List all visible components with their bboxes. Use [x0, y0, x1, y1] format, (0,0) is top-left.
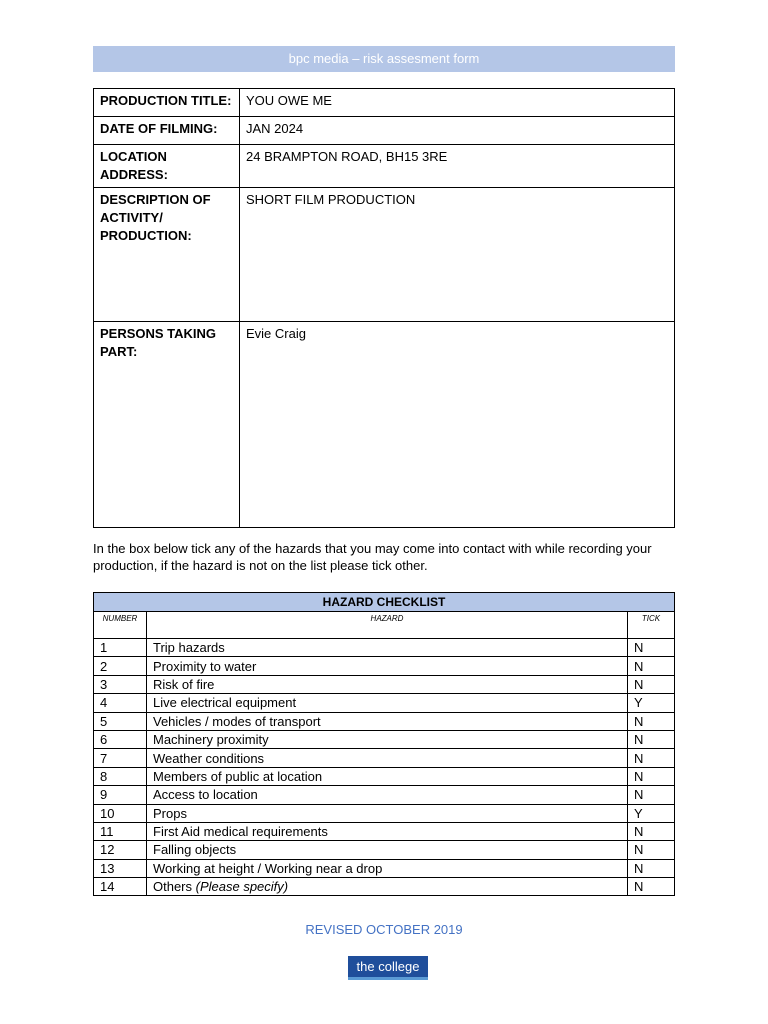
hazard-text: Access to location — [153, 787, 258, 803]
hazard-description — [147, 878, 628, 896]
hazard-description — [147, 822, 628, 840]
hazard-text: Members of public at location — [153, 768, 323, 784]
hazard-description — [147, 694, 628, 712]
persons-taking-part-label: PERSONS TAKING PART: — [94, 322, 240, 528]
hazard-row — [94, 822, 675, 840]
hazard-tick: N — [628, 822, 675, 840]
hazard-number: 4 — [94, 694, 147, 712]
hazard-description — [147, 730, 628, 748]
hazard-number: 13 — [94, 859, 147, 877]
hazard-tick: N — [628, 767, 675, 785]
hazard-number: 7 — [94, 749, 147, 767]
column-header-number: NUMBER — [94, 612, 147, 639]
column-header-tick: TICK — [628, 612, 675, 639]
hazard-description — [147, 841, 628, 859]
hazard-row — [94, 657, 675, 675]
hazard-row — [94, 749, 675, 767]
hazard-tick: Y — [628, 694, 675, 712]
date-of-filming-value: JAN 2024 — [240, 117, 675, 145]
hazard-description — [147, 804, 628, 822]
hazard-description — [147, 639, 628, 657]
hazard-note: (Please specify) — [195, 879, 289, 895]
hazard-text: First Aid medical requirements — [153, 824, 328, 840]
hazard-number: 2 — [94, 657, 147, 675]
description-value: SHORT FILM PRODUCTION — [240, 188, 675, 322]
hazard-text: Others — [153, 879, 193, 895]
hazard-number: 10 — [94, 804, 147, 822]
hazard-tick: N — [628, 675, 675, 693]
hazard-number: 1 — [94, 639, 147, 657]
hazard-number: 5 — [94, 712, 147, 730]
hazard-row — [94, 639, 675, 657]
college-logo: the college — [348, 956, 428, 980]
hazard-description — [147, 767, 628, 785]
hazard-number: 11 — [94, 822, 147, 840]
hazard-number: 12 — [94, 841, 147, 859]
hazard-tick: N — [628, 657, 675, 675]
hazard-row — [94, 859, 675, 877]
hazard-number: 8 — [94, 767, 147, 785]
hazard-tick: N — [628, 730, 675, 748]
production-details-table — [93, 88, 675, 528]
hazard-row — [94, 712, 675, 730]
hazard-text: Falling objects — [153, 842, 237, 858]
revision-note: REVISED OCTOBER 2019 — [305, 922, 463, 937]
hazard-tick: N — [628, 841, 675, 859]
hazard-row — [94, 841, 675, 859]
hazard-checklist-title: HAZARD CHECKLIST — [94, 593, 675, 612]
hazard-tick: Y — [628, 804, 675, 822]
hazard-text: Proximity to water — [153, 658, 257, 674]
hazard-row — [94, 878, 675, 896]
hazard-text: Risk of fire — [153, 676, 215, 692]
hazard-text: Weather conditions — [153, 750, 265, 766]
hazard-description — [147, 786, 628, 804]
hazard-tick: N — [628, 639, 675, 657]
hazard-number: 6 — [94, 730, 147, 748]
hazard-text: Live electrical equipment — [153, 695, 297, 711]
location-address-label: LOCATION ADDRESS: — [94, 145, 240, 188]
hazard-number: 14 — [94, 878, 147, 896]
hazard-tick: N — [628, 786, 675, 804]
form-title-banner: bpc media – risk assesment form — [93, 46, 675, 72]
production-title-label: PRODUCTION TITLE: — [94, 89, 240, 117]
hazard-tick: N — [628, 859, 675, 877]
hazard-row — [94, 767, 675, 785]
hazard-row — [94, 804, 675, 822]
hazard-row — [94, 730, 675, 748]
hazard-description — [147, 657, 628, 675]
hazard-tick: N — [628, 712, 675, 730]
hazard-number: 3 — [94, 675, 147, 693]
hazard-description — [147, 859, 628, 877]
hazard-checklist-table — [93, 592, 675, 896]
hazard-description — [147, 712, 628, 730]
hazard-text: Working at height / Working near a drop — [153, 860, 383, 876]
hazard-text: Machinery proximity — [153, 732, 269, 748]
hazard-tick: N — [628, 749, 675, 767]
hazard-description — [147, 675, 628, 693]
hazard-text: Props — [153, 805, 187, 821]
description-label: DESCRIPTION OF ACTIVITY/ PRODUCTION: — [94, 188, 240, 322]
hazard-instructions: In the box below tick any of the hazards that you may come into contact with while recording your production, if the hazard is not on the list please tick other. — [93, 541, 652, 573]
date-of-filming-label: DATE OF FILMING: — [94, 117, 240, 145]
hazard-row — [94, 786, 675, 804]
hazard-text: Trip hazards — [153, 640, 225, 656]
column-header-hazard: HAZARD — [147, 612, 628, 639]
persons-taking-part-value: Evie Craig — [240, 322, 675, 528]
production-title-value: YOU OWE ME — [240, 89, 675, 117]
hazard-number: 9 — [94, 786, 147, 804]
hazard-tick: N — [628, 878, 675, 896]
hazard-row — [94, 675, 675, 693]
hazard-description — [147, 749, 628, 767]
hazard-row — [94, 694, 675, 712]
location-address-value: 24 BRAMPTON ROAD, BH15 3RE — [240, 145, 675, 188]
hazard-text: Vehicles / modes of transport — [153, 713, 321, 729]
